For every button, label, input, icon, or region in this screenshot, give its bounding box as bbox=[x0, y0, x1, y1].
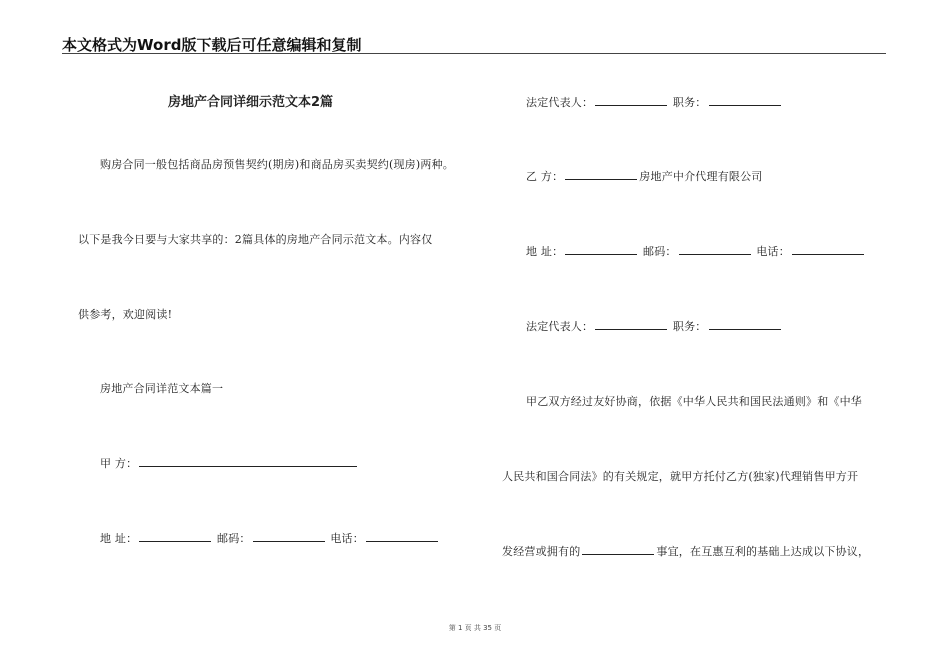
party-b-blank bbox=[565, 168, 637, 180]
intro-line-3: 供参考，欢迎阅读! bbox=[78, 308, 173, 321]
left-postcode-label: 邮码： bbox=[217, 532, 251, 545]
para3-suffix: 事宜，在互惠互利的基础上达成以下协议， bbox=[656, 545, 870, 558]
party-a-label: 甲 方： bbox=[100, 457, 138, 470]
left-address-label: 地 址： bbox=[100, 532, 138, 545]
party-a-blank bbox=[139, 455, 357, 467]
legal-rep-blank-b bbox=[595, 318, 667, 330]
legal-rep-label-b: 法定代表人： bbox=[526, 320, 594, 333]
page-footer: 第 1 页 共 35 页 bbox=[448, 624, 502, 632]
page-banner: 本文格式为Word版下载后可任意编辑和复制 bbox=[62, 36, 362, 54]
left-address-row bbox=[100, 530, 440, 546]
intro-line-1: 购房合同一般包括商品房预售契约(期房)和商品房买卖契约(现房)两种。 bbox=[100, 158, 454, 171]
right-address-row bbox=[526, 243, 866, 259]
right-phone-label: 电话： bbox=[756, 245, 790, 258]
legal-rep-row-b bbox=[526, 318, 783, 334]
right-phone-blank bbox=[792, 243, 864, 255]
party-b-name: 房地产中介代理有限公司 bbox=[639, 170, 763, 183]
left-phone-label: 电话： bbox=[330, 532, 364, 545]
right-postcode-label: 邮码： bbox=[643, 245, 677, 258]
header-rule bbox=[62, 53, 886, 54]
legal-rep-blank-a bbox=[595, 94, 667, 106]
right-address-blank bbox=[565, 243, 637, 255]
intro-line-2: 以下是我今日要与大家共享的：2篇具体的房地产合同示范文本。内容仅 bbox=[78, 233, 433, 246]
agreement-para-line-2: 人民共和国合同法》的有关规定，就甲方托付乙方(独家)代理销售甲方开 bbox=[502, 470, 859, 483]
position-label-b: 职务： bbox=[672, 320, 707, 333]
left-address-blank bbox=[139, 530, 211, 542]
left-phone-blank bbox=[366, 530, 438, 542]
legal-rep-row-a bbox=[526, 94, 783, 110]
property-blank bbox=[582, 543, 654, 555]
party-b-row bbox=[526, 168, 763, 184]
position-blank-a bbox=[709, 94, 781, 106]
left-postcode-blank bbox=[253, 530, 325, 542]
agreement-para-line-3 bbox=[502, 543, 869, 559]
legal-rep-label-a: 法定代表人： bbox=[526, 96, 594, 109]
position-blank-b bbox=[709, 318, 781, 330]
right-postcode-blank bbox=[679, 243, 751, 255]
para3-prefix: 发经营或拥有的 bbox=[502, 545, 581, 558]
position-label-a: 职务： bbox=[672, 96, 707, 109]
document-title: 房地产合同详细示范文本2篇 bbox=[168, 95, 334, 110]
party-a-row bbox=[100, 455, 359, 471]
agreement-para-line-1: 甲乙双方经过友好协商，依据《中华人民共和国民法通则》和《中华 bbox=[526, 395, 862, 408]
section-heading: 房地产合同详范文本篇一 bbox=[100, 382, 224, 395]
party-b-label: 乙 方： bbox=[526, 170, 564, 183]
right-address-label: 地 址： bbox=[526, 245, 564, 258]
